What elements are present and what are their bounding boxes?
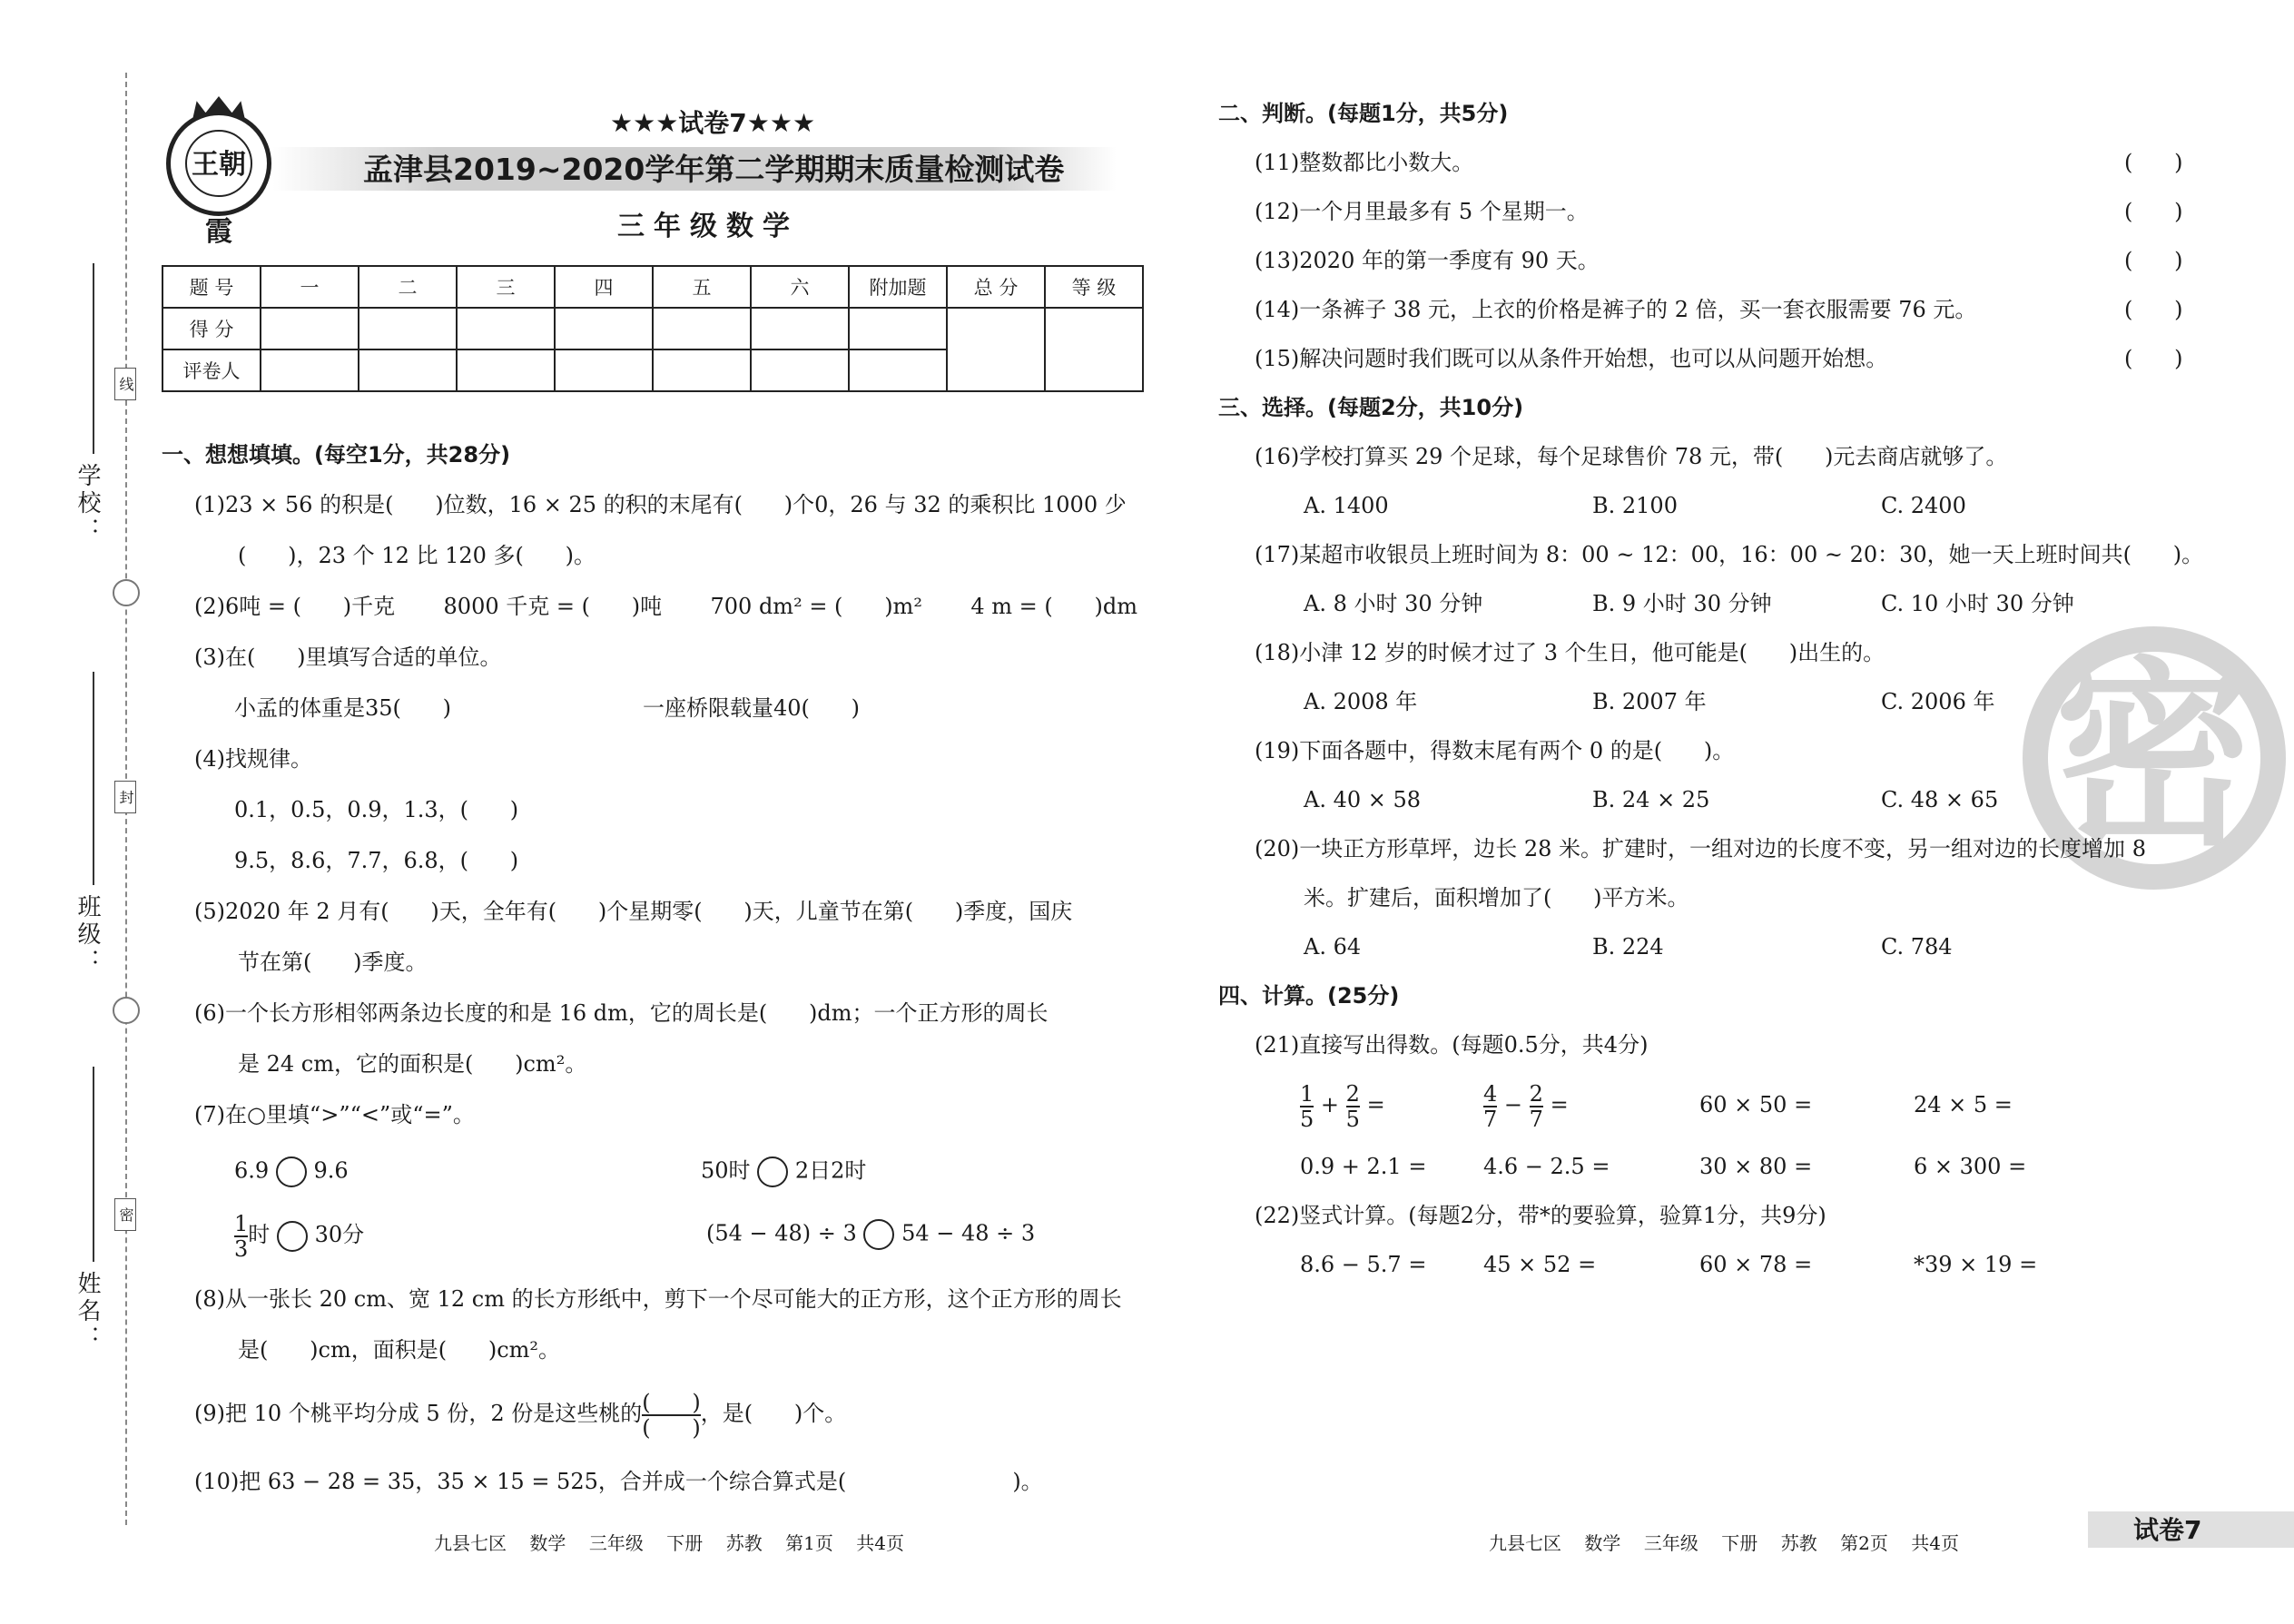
fraction-denominator: 5 xyxy=(1345,1106,1360,1132)
score-header-cell: 三 xyxy=(457,266,555,308)
score-cell[interactable] xyxy=(261,308,359,349)
section2-heading: 二、判断。(每题1分，共5分) xyxy=(1218,101,1509,126)
exam-title: 孟津县2019~2020学年第二学期期末质量检测试卷 xyxy=(363,152,1065,187)
question-6b: 是 24 cm，它的面积是( )cm²。 xyxy=(238,1051,587,1077)
judge-item: (13)2020 年的第一季度有 90 天。 xyxy=(1255,248,1600,273)
question-9b: ，是( )个。 xyxy=(700,1401,847,1426)
score-cell[interactable] xyxy=(751,308,849,349)
score-header-cell: 附加题 xyxy=(849,266,947,308)
option-c[interactable]: C. 10 小时 30 分钟 xyxy=(1881,591,2074,616)
equals-sign: = xyxy=(1550,1092,1569,1117)
score-cell[interactable] xyxy=(359,308,457,349)
grader-cell[interactable] xyxy=(849,349,947,391)
grader-cell[interactable] xyxy=(653,349,751,391)
cut-mark-line: 线 xyxy=(114,368,136,400)
grader-cell[interactable] xyxy=(751,349,849,391)
compare-c-right: 30分 xyxy=(314,1222,365,1247)
fraction-numerator: 2 xyxy=(1529,1080,1543,1107)
name-fill-line xyxy=(93,1067,94,1262)
question-20a: (20)一块正方形草坪，边长 28 米。扩建时，一组对边的长度不变，另一组对边的长度增加 8 xyxy=(1255,836,2146,861)
vertical-calc-item: *39 × 19 = xyxy=(1914,1252,2038,1277)
judge-answer-box[interactable]: ( ) xyxy=(2124,150,2183,175)
question-20b: 米。扩建后，面积增加了( )平方米。 xyxy=(1304,885,1689,910)
judge-answer-box[interactable]: ( ) xyxy=(2124,297,2183,322)
judge-answer-box[interactable]: ( ) xyxy=(2124,199,2183,224)
fraction-denominator: 7 xyxy=(1483,1106,1498,1132)
publisher-logo xyxy=(166,111,271,248)
exam-number-tag: 试卷7 xyxy=(2133,1515,2202,1545)
question-2: (2)6吨 = ( )千克 8000 千克 = ( )吨 700 dm² = ( )m² 4 m = ( )dm xyxy=(194,594,1137,619)
option-a[interactable]: A. 40 × 58 xyxy=(1304,787,1422,812)
score-table xyxy=(162,265,1144,392)
calc-item: 4.6 − 2.5 = xyxy=(1483,1154,1610,1179)
score-cell[interactable] xyxy=(555,308,653,349)
compare-circle-icon[interactable] xyxy=(276,1156,307,1187)
judge-item: (14)一条裤子 38 元，上衣的价格是裤子的 2 倍，买一套衣服需要 76 元。 xyxy=(1255,297,1977,322)
question-21: (21)直接写出得数。(每题0.5分，共4分) xyxy=(1255,1032,1649,1058)
grader-cell[interactable] xyxy=(555,349,653,391)
vertical-calc-item: 8.6 − 5.7 = xyxy=(1300,1252,1427,1277)
question-8b: 是( )cm，面积是( )cm²。 xyxy=(238,1337,561,1363)
option-c[interactable]: C. 48 × 65 xyxy=(1881,787,1999,812)
option-a[interactable]: A. 2008 年 xyxy=(1304,689,1418,714)
grader-cell[interactable] xyxy=(359,349,457,391)
question-1a: (1)23 × 56 的积是( )位数，16 × 25 的积的末尾有( )个0，26 与 32 的乘积比 1000 少 xyxy=(194,492,1127,517)
judge-answer-box[interactable]: ( ) xyxy=(2124,248,2183,273)
cut-mark-seal: 封 xyxy=(114,781,136,813)
clip-icon xyxy=(113,997,140,1024)
school-label: 学校： xyxy=(74,463,101,545)
judge-item: (15)解决问题时我们既可以从条件开始想，也可以从问题开始想。 xyxy=(1255,346,1888,371)
vertical-calc-item: 45 × 52 = xyxy=(1483,1252,1597,1277)
score-header-cell: 二 xyxy=(359,266,457,308)
question-4b: 9.5，8.6，7.7，6.8，( ) xyxy=(234,848,519,873)
compare-circle-icon[interactable] xyxy=(863,1219,894,1250)
judge-item: (11)整数都比小数大。 xyxy=(1255,150,1474,175)
grade-cell[interactable] xyxy=(1045,308,1143,391)
fraction-numerator: 1 xyxy=(234,1210,249,1236)
question-18: (18)小津 12 岁的时候才过了 3 个生日，他可能是( )出生的。 xyxy=(1255,640,1885,665)
score-header-row xyxy=(162,266,1143,308)
score-cell[interactable] xyxy=(653,308,751,349)
fraction-denominator: 5 xyxy=(1300,1106,1314,1132)
operator: − xyxy=(1503,1092,1523,1117)
cut-mark-secret: 密 xyxy=(114,1198,136,1231)
question-5b: 节在第( )季度。 xyxy=(238,950,428,975)
operator: + xyxy=(1320,1092,1340,1117)
calc-item: 6 × 300 = xyxy=(1914,1154,2027,1179)
footer-left: 九县七区 数学 三年级 下册 苏教 第1页 共4页 xyxy=(434,1532,905,1554)
score-header-cell: 四 xyxy=(555,266,653,308)
grader-cell[interactable] xyxy=(261,349,359,391)
score-row xyxy=(162,308,1143,349)
calc-item: 30 × 80 = xyxy=(1699,1154,1813,1179)
question-3: (3)在( )里填写合适的单位。 xyxy=(194,645,502,670)
fraction-denominator: 3 xyxy=(234,1235,249,1262)
compare-d-left: (54 − 48) ÷ 3 xyxy=(706,1220,857,1246)
question-8a: (8)从一张长 20 cm、宽 12 cm 的长方形纸中，剪下一个尽可能大的正方形，这个正方形的周长 xyxy=(194,1286,1122,1312)
option-b[interactable]: B. 2007 年 xyxy=(1592,689,1707,714)
compare-circle-icon[interactable] xyxy=(277,1221,308,1252)
calc-item: 0.9 + 2.1 = xyxy=(1300,1154,1427,1179)
grader-row-label: 评卷人 xyxy=(162,349,261,391)
compare-d xyxy=(706,1219,1035,1250)
compare-a xyxy=(234,1156,349,1187)
vertical-calc-item: 60 × 78 = xyxy=(1699,1252,1813,1277)
school-fill-line xyxy=(93,263,94,454)
score-header-cell: 六 xyxy=(751,266,849,308)
fraction-expr-1 xyxy=(1300,1077,1385,1133)
score-header-cell: 五 xyxy=(653,266,751,308)
score-row-label: 得 分 xyxy=(162,308,261,349)
compare-c xyxy=(234,1207,364,1262)
question-3a: 小孟的体重是35( ) xyxy=(234,695,452,721)
series-label: ★★★试卷7★★★ xyxy=(610,108,816,138)
compare-a-left: 6.9 xyxy=(234,1157,270,1184)
section1-heading: 一、想想填填。(每空1分，共28分) xyxy=(162,442,511,468)
section4-heading: 四、计算。(25分) xyxy=(1218,983,1400,1009)
option-b[interactable]: B. 2100 xyxy=(1592,493,1678,518)
score-cell[interactable] xyxy=(849,308,947,349)
logo-text: 王朝霞 xyxy=(185,130,252,197)
option-b[interactable]: B. 224 xyxy=(1592,934,1664,960)
footer-right: 九县七区 数学 三年级 下册 苏教 第2页 共4页 xyxy=(1489,1532,1960,1554)
compare-a-right: 9.6 xyxy=(313,1157,349,1184)
exam-subtitle: 三年级数学 xyxy=(617,211,799,242)
question-22: (22)竖式计算。(每题2分，带*的要验算，验算1分，共9分) xyxy=(1255,1203,1826,1228)
question-3b: 一座桥限载量40( ) xyxy=(643,695,861,721)
fraction-numerator: 1 xyxy=(1300,1080,1314,1107)
question-4: (4)找规律。 xyxy=(194,746,312,772)
equals-sign: = xyxy=(1366,1092,1385,1117)
fraction xyxy=(234,1212,248,1261)
question-1b: ( )，23 个 12 比 120 多( )。 xyxy=(238,543,596,568)
name-label: 姓名： xyxy=(74,1271,101,1353)
question-9 xyxy=(194,1385,846,1442)
score-header-cell: 等 级 xyxy=(1045,266,1143,308)
option-c[interactable]: C. 2400 xyxy=(1881,493,1966,518)
grader-cell[interactable] xyxy=(457,349,555,391)
option-a[interactable]: A. 8 小时 30 分钟 xyxy=(1304,591,1483,616)
score-header-cell: 一 xyxy=(261,266,359,308)
option-c[interactable]: C. 2006 年 xyxy=(1881,689,1995,714)
question-7: (7)在○里填“>”“<”或“=”。 xyxy=(194,1102,475,1127)
clip-icon xyxy=(113,579,140,606)
question-17: (17)某超市收银员上班时间为 8：00 ~ 12：00，16：00 ~ 20：30，她一天上班时间共( )。 xyxy=(1255,542,2204,567)
fraction-numerator: 4 xyxy=(1483,1080,1498,1107)
score-header-cell: 总 分 xyxy=(947,266,1045,308)
score-cell[interactable] xyxy=(457,308,555,349)
option-c[interactable]: C. 784 xyxy=(1881,934,1953,960)
question-10: (10)把 63 − 28 = 35，35 × 15 = 525，合并成一个综合算式是( )。 xyxy=(194,1469,1043,1494)
calc-item: 24 × 5 = xyxy=(1914,1092,2013,1117)
judge-answer-box[interactable]: ( ) xyxy=(2124,346,2183,371)
fraction xyxy=(1483,1082,1497,1131)
secret-seal-watermark: 密 xyxy=(2023,626,2286,890)
question-16: (16)学校打算买 29 个足球，每个足球售价 78 元，带( )元去商店就够了。 xyxy=(1255,444,2008,469)
section3-heading: 三、选择。(每题2分，共10分) xyxy=(1218,395,1524,420)
fraction xyxy=(1346,1082,1360,1131)
class-fill-line xyxy=(93,672,94,885)
question-4a: 0.1，0.5，0.9，1.3，( ) xyxy=(234,797,519,822)
compare-d-right: 54 − 48 ÷ 3 xyxy=(901,1220,1036,1246)
compare-circle-icon[interactable] xyxy=(757,1156,788,1187)
total-score-cell[interactable] xyxy=(947,308,1045,391)
fraction-expr-2 xyxy=(1483,1077,1569,1133)
fraction-denominator: ( ) xyxy=(642,1414,701,1441)
option-a[interactable]: A. 1400 xyxy=(1304,493,1389,518)
compare-b xyxy=(701,1156,866,1187)
option-b[interactable]: B. 9 小时 30 分钟 xyxy=(1592,591,1772,616)
calc-item: 60 × 50 = xyxy=(1699,1092,1813,1117)
compare-c-unit: 时 xyxy=(248,1222,271,1247)
compare-b-left: 50时 xyxy=(701,1157,751,1184)
fraction xyxy=(1300,1082,1314,1131)
fraction-blank[interactable] xyxy=(642,1391,701,1440)
fraction xyxy=(1530,1082,1543,1131)
question-6a: (6)一个长方形相邻两条边长度的和是 16 dm，它的周长是( )dm；一个正方形的周长 xyxy=(194,1000,1049,1026)
fraction-numerator: 2 xyxy=(1345,1080,1360,1107)
score-header-cell: 题 号 xyxy=(162,266,261,308)
compare-b-right: 2日2时 xyxy=(794,1157,867,1184)
option-b[interactable]: B. 24 × 25 xyxy=(1592,787,1710,812)
class-label: 班级： xyxy=(74,894,101,976)
question-19: (19)下面各题中，得数末尾有两个 0 的是( )。 xyxy=(1255,738,1735,763)
judge-item: (12)一个月里最多有 5 个星期一。 xyxy=(1255,199,1589,224)
fraction-denominator: 7 xyxy=(1529,1106,1543,1132)
question-5a: (5)2020 年 2 月有( )天，全年有( )个星期零( )天，儿童节在第( )季度，国庆 xyxy=(194,899,1073,924)
question-9a: (9)把 10 个桃平均分成 5 份，2 份是这些桃的 xyxy=(194,1401,643,1426)
fraction-numerator: ( ) xyxy=(642,1389,701,1415)
option-a[interactable]: A. 64 xyxy=(1304,934,1362,960)
